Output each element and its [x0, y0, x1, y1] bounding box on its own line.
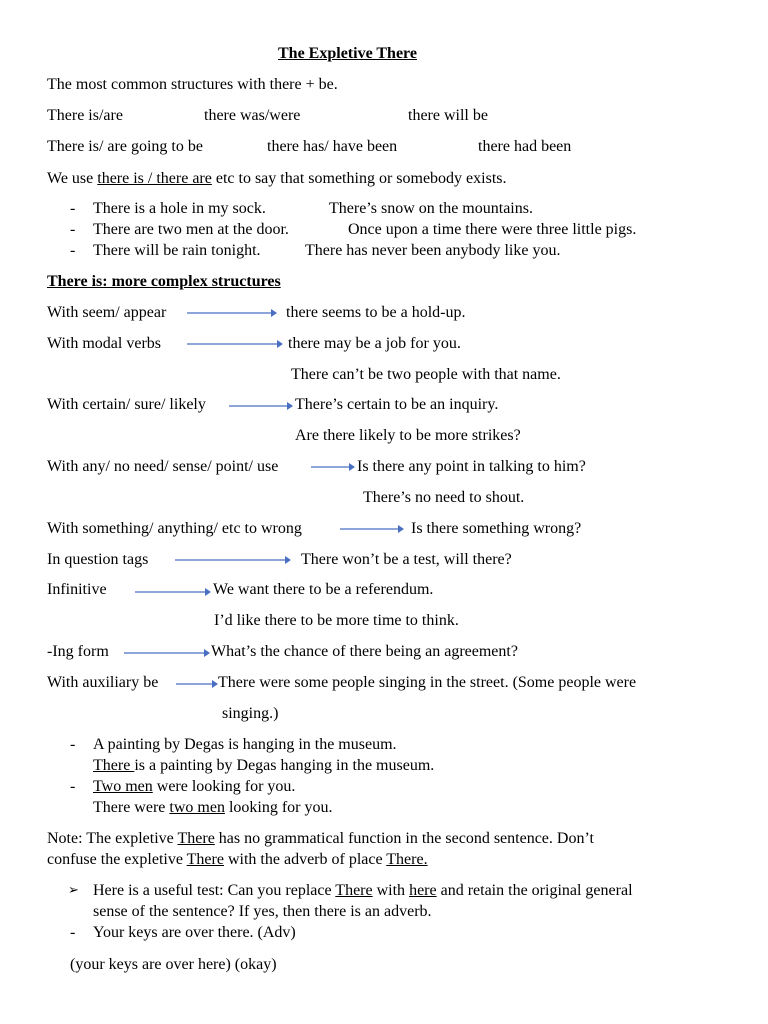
- list-dash: -: [70, 778, 76, 795]
- form-item: There is/ are going to be: [47, 138, 203, 155]
- test-text: and retain the original general: [436, 882, 633, 899]
- structure-label: With certain/ sure/ likely: [47, 396, 206, 413]
- list-dash: -: [70, 221, 76, 238]
- arrow-icon: [187, 308, 277, 318]
- test-text: with: [372, 882, 410, 899]
- structure-example: I’d like there to be more time to think.: [214, 612, 459, 629]
- example-sentence: [93, 777, 295, 797]
- example-keyword: two men: [169, 799, 225, 816]
- form-item: there had been: [478, 138, 572, 155]
- test-line: [93, 881, 633, 901]
- example-sentence: There is a hole in my sock.: [93, 200, 266, 217]
- note-text: with the adverb of place: [223, 851, 387, 868]
- arrow-icon: [311, 462, 355, 472]
- example-sentence: A painting by Degas is hanging in the museum.: [93, 736, 397, 753]
- example-sentence: There has never been anybody like you.: [305, 242, 561, 259]
- arrow-icon: [340, 524, 404, 534]
- arrow-icon: [187, 339, 283, 349]
- example-keyword: Two men: [93, 778, 153, 795]
- example-text: is a painting by Degas hanging in the museum.: [134, 757, 435, 774]
- structure-label: With auxiliary be: [47, 674, 159, 691]
- arrow-icon: [176, 679, 218, 689]
- example-sentence: [93, 798, 332, 818]
- arrow-bullet-icon: ➢: [68, 883, 79, 898]
- example-sentence: There’s snow on the mountains.: [329, 200, 533, 217]
- example-text: looking for you.: [224, 799, 333, 816]
- example-text: were looking for you.: [152, 778, 296, 795]
- note-text: Note: The expletive: [47, 830, 178, 847]
- usage-keyword: there is / there are: [97, 170, 212, 187]
- test-text: Here is a useful test: Can you replace: [93, 882, 336, 899]
- arrow-icon: [135, 587, 211, 597]
- note-line: [47, 850, 428, 870]
- example-sentence: (your keys are over here) (okay): [70, 956, 277, 973]
- usage-text: We use: [47, 170, 98, 187]
- form-item: There is/are: [47, 107, 123, 124]
- test-line: sense of the sentence? If yes, then there is an adverb.: [93, 903, 432, 920]
- example-sentence: There are two men at the door.: [93, 221, 289, 238]
- structure-label: With modal verbs: [47, 335, 161, 352]
- list-dash: -: [70, 200, 76, 217]
- page-title: The Expletive There: [278, 45, 417, 62]
- note-keyword: There: [186, 851, 224, 868]
- form-item: there has/ have been: [267, 138, 398, 155]
- example-text: There were: [93, 799, 170, 816]
- structure-example: We want there to be a referendum.: [213, 581, 434, 598]
- structure-example: singing.): [222, 705, 279, 722]
- arrow-icon: [124, 648, 210, 658]
- structure-example: there seems to be a hold-up.: [286, 304, 466, 321]
- test-keyword: here: [409, 882, 437, 899]
- form-item: there will be: [408, 107, 488, 124]
- structure-example: Is there any point in talking to him?: [357, 458, 586, 475]
- form-item: there was/were: [204, 107, 301, 124]
- structure-example: There’s certain to be an inquiry.: [295, 396, 499, 413]
- list-dash: -: [70, 736, 76, 753]
- note-line: [47, 829, 594, 849]
- structure-label: -Ing form: [47, 643, 109, 660]
- structure-example: there may be a job for you.: [288, 335, 461, 352]
- arrow-icon: [229, 401, 293, 411]
- section-heading: There is: more complex structures: [47, 273, 281, 290]
- intro-text: The most common structures with there + be.: [47, 76, 338, 93]
- structure-label: With seem/ appear: [47, 304, 167, 321]
- usage-text: etc to say that something or somebody exists.: [211, 170, 507, 187]
- list-dash: -: [70, 242, 76, 259]
- structure-example: There won’t be a test, will there?: [301, 551, 512, 568]
- example-sentence: Your keys are over there. (Adv): [93, 924, 296, 941]
- test-keyword: There: [335, 882, 373, 899]
- structure-example: Is there something wrong?: [411, 520, 582, 537]
- structure-example: There can’t be two people with that name.: [291, 366, 561, 383]
- note-keyword: There.: [386, 851, 428, 868]
- note-text: confuse the expletive: [47, 851, 187, 868]
- usage-sentence: [47, 169, 506, 189]
- structure-example: Are there likely to be more strikes?: [295, 427, 521, 444]
- structure-label: With something/ anything/ etc to wrong: [47, 520, 302, 537]
- structure-label: Infinitive: [47, 581, 107, 598]
- arrow-icon: [175, 555, 291, 565]
- structure-example: There were some people singing in the street. (Some people were: [218, 674, 637, 691]
- structure-label: In question tags: [47, 551, 149, 568]
- example-keyword: There: [93, 757, 135, 774]
- list-dash: -: [70, 924, 76, 941]
- structure-label: With any/ no need/ sense/ point/ use: [47, 458, 279, 475]
- note-keyword: There: [177, 830, 215, 847]
- structure-example: What’s the chance of there being an agreement?: [211, 643, 518, 660]
- structure-example: There’s no need to shout.: [363, 489, 525, 506]
- example-sentence: Once upon a time there were three little pigs.: [348, 221, 637, 238]
- note-text: has no grammatical function in the second sentence. Don’t: [214, 830, 594, 847]
- example-sentence: There will be rain tonight.: [93, 242, 261, 259]
- example-sentence: [93, 756, 434, 776]
